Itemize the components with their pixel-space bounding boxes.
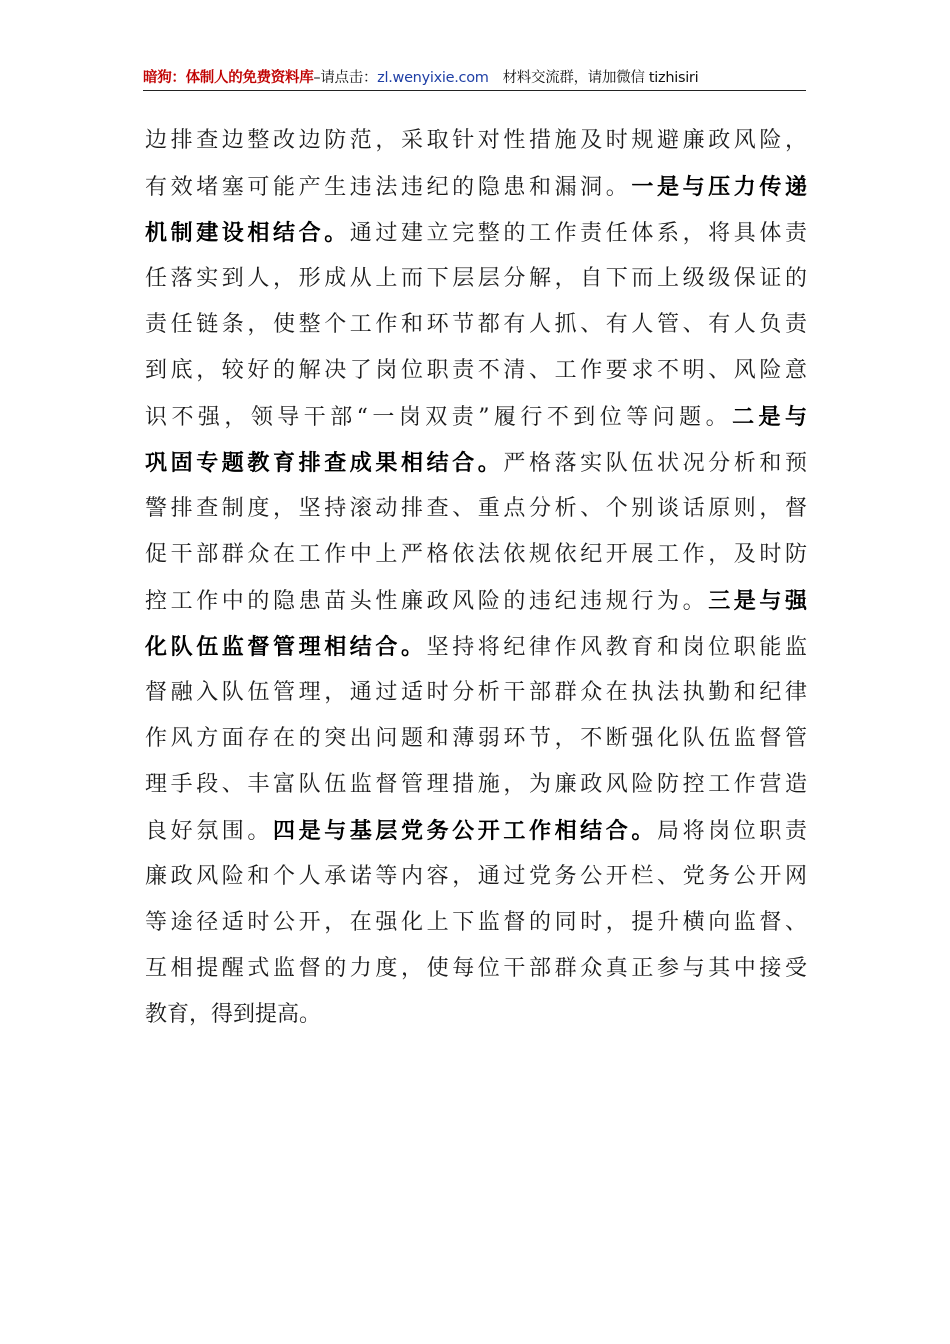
paragraph-line-9: 警排查制度，坚持滚动排查、重点分析、个别谈话原则，督 [145,496,807,521]
page-header [143,66,806,91]
paragraph-line-7: 识不强，领导干部“一岗双责”履行不到位等问题。二是与 [145,404,807,430]
header-prompt: –请点击： [313,70,378,86]
paragraph-line-5: 责任链条，使整个工作和环节都有人抓、有人管、有人负责 [145,312,807,337]
paragraph-line-19: 互相提醒式监督的力度，使每位干部群众真正参与其中接受 [145,956,807,981]
paragraph-line-10: 促干部群众在工作中上严格依法依规依纪开展工作，及时防 [145,542,807,567]
paragraph-line-14: 作风方面存在的突出问题和薄弱环节，不断强化队伍监督管 [145,726,807,751]
paragraph-line-8: 巩固专题教育排查成果相结合。严格落实队伍状况分析和预 [145,450,807,476]
header-brand: 暗狗：体制人的免费资料库 [143,70,314,86]
paragraph-line-1: 边排查边整改边防范，采取针对性措施及时规避廉政风险， [145,128,807,153]
document-body [145,118,807,1038]
paragraph-line-18: 等途径适时公开，在强化上下监督的同时，提升横向监督、 [145,910,807,935]
header-group-text: 材料交流群，请加微信 tizhisiri [502,70,699,86]
paragraph-line-13: 督融入队伍管理，通过适时分析干部群众在执法执勤和纪律 [145,680,807,705]
paragraph-line-12: 化队伍监督管理相结合。坚持将纪律作风教育和岗位职能监 [145,634,807,660]
paragraph-line-6: 到底，较好的解决了岗位职责不清、工作要求不明、风险意 [145,358,807,383]
paragraph-line-4: 任落实到人，形成从上而下层层分解，自下而上级级保证的 [145,266,807,291]
paragraph-line-2: 有效堵塞可能产生违法违纪的隐患和漏洞。一是与压力传递 [145,174,807,200]
paragraph-line-20: 教育，得到提高。 [145,1002,322,1027]
paragraph-line-17: 廉政风险和个人承诺等内容，通过党务公开栏、党务公开网 [145,864,807,889]
paragraph-line-3: 机制建设相结合。通过建立完整的工作责任体系，将具体责 [145,220,807,246]
header-link[interactable]: zl.wenyixie.com [377,70,489,86]
paragraph-line-15: 理手段、丰富队伍监督管理措施，为廉政风险防控工作营造 [145,772,807,797]
paragraph-line-11: 控工作中的隐患苗头性廉政风险的违纪违规行为。三是与强 [145,588,807,614]
paragraph-line-16: 良好氛围。四是与基层党务公开工作相结合。局将岗位职责 [145,818,807,844]
